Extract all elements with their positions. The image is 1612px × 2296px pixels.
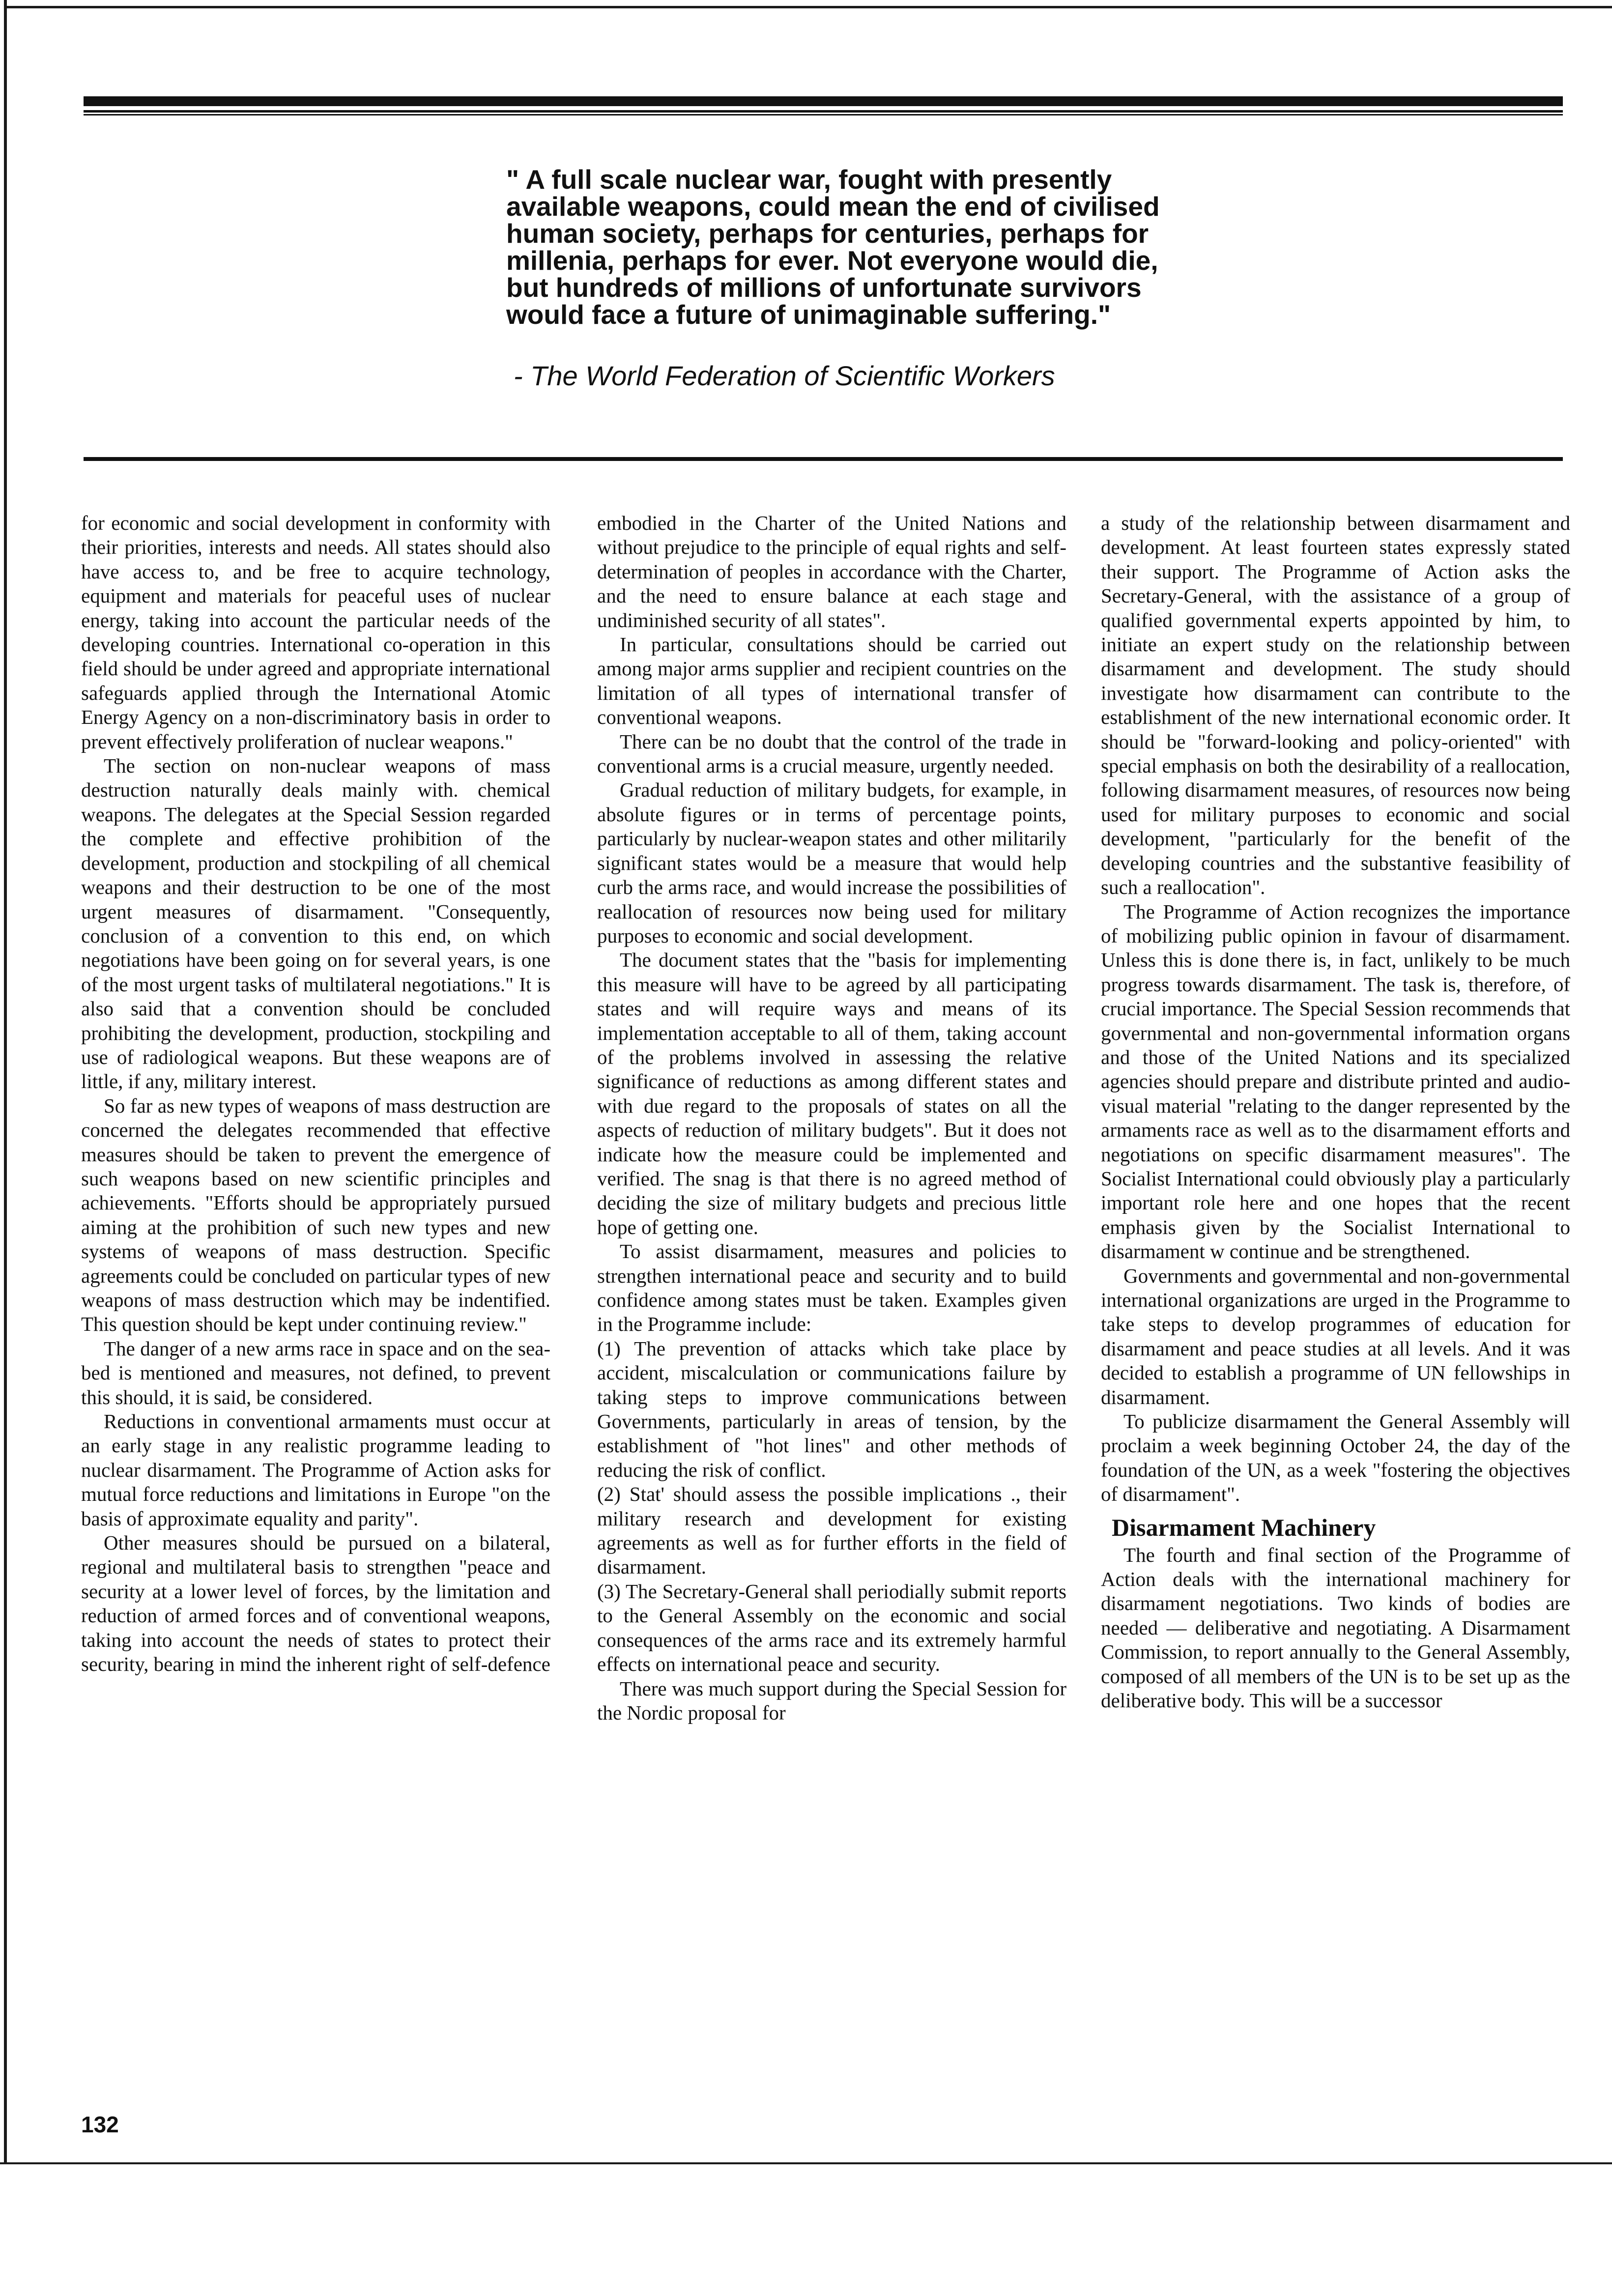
list-item: (2) Stat' should assess the possible implications ., their military research and development for existing agreements as well as for further efforts in the field of disarmament. [597, 1483, 1066, 1578]
paragraph: The Programme of Action recognizes the importance of mobilizing public opinion in favour of disarmament. Unless this is done there is, in fact, unlikely to be much progress towards disarmament. The task is, therefore, of crucial importance. The Special Session recommends that governmental and non-governmental information organs and those of the United Nations and its specialized agencies should prepare and distribute printed and audio-visual material "relating to the danger represented by the armaments race as well as to the disarmament efforts and negotiations on specific disarmament measures". The Socialist International could obviously play a particularly important role here and one hopes that the recent emphasis given by the Socialist International to disarmament w continue and be strengthened. [1101, 900, 1570, 1263]
paragraph: for economic and social development in conformity with their priorities, interests and needs. All states should also have access to, and be free to acquire technology, equipment and materials for peaceful uses of nuclear energy, taking into account the particular needs of the developing countries. International co-operation in this field should be under agreed and appropriate international safeguards applied through the International Atomic Energy Agency on a non-discriminatory basis in order to prevent effectively proliferation of nuclear weapons." [81, 512, 550, 753]
paragraph: embodied in the Charter of the United Nations and without prejudice to the principle of equal rights and self-determination of peoples in accordance with the Charter, and the need to ensure balance at each stage and undiminished security of all states". [597, 512, 1066, 631]
list-item: (1) The prevention of attacks which take place by accident, miscalculation or communications failure by taking steps to improve communications between Governments, particularly in areas of tension, by the establishment of "hot lines" and other methods of reducing the risk of conflict. [597, 1337, 1066, 1481]
text-column-right [1101, 511, 1570, 1713]
page-border-left [4, 0, 7, 2162]
paragraph: There can be no doubt that the control of the trade in conventional arms is a crucial measure, urgently needed. [597, 730, 1066, 777]
paragraph: The danger of a new arms race in space and on the sea-bed is mentioned and measures, not defined, to prevent this should, it is said, be considered. [81, 1337, 550, 1408]
paragraph: To assist disarmament, measures and policies to strengthen international peace and security and to build confidence among states must be taken. Examples given in the Programme include: [597, 1240, 1066, 1336]
list-item: (3) The Secretary-General shall periodially submit reports to the General Assembly on the economic and social consequences of the arms race and its extremely harmful effects on international peace and security. [597, 1579, 1066, 1676]
text-column-left [81, 511, 550, 1677]
section-heading: Disarmament Machinery [1112, 1513, 1376, 1541]
page-number: 132 [81, 2112, 119, 2137]
paragraph: So far as new types of weapons of mass destruction are concerned the delegates recommended that effective measures should be taken to prevent the emergence of such weapons based on new scientific principles and achievements. "Efforts should be appropriately pursued aiming at the prohibition of such new types and new systems of weapons of mass destruction. Specific agreements could be concluded on particular types of new weapons of mass destruction which may be indentified. This question should be kept under continuing review." [81, 1094, 550, 1336]
header-rule-thick [84, 96, 1563, 106]
footer-rule [0, 2162, 1612, 2164]
header-rule-thin [84, 110, 1563, 113]
quote-divider-rule [84, 457, 1563, 461]
paragraph: The section on non-nuclear weapons of mass destruction naturally deals mainly with. chemical weapons. The delegates at the Special Session regarded the complete and effective prohibition of the development, production and stockpiling of all chemical weapons and their destruction to be one of the most urgent measures of disarmament. "Consequently, conclusion of a convention to this end, on which negotiations have been going on for several years, is one of the most urgent tasks of multilateral negotiations." It is also said that a convention should be concluded prohibiting the development, production, stockpiling and use of radiological weapons. But these weapons are of little, if any, military interest. [81, 754, 550, 1093]
paragraph: Governments and governmental and non-governmental international organizations are urged in the Programme to take steps to develop programmes of education for disarmament and peace studies at all levels. And it was decided to establish a programme of UN fellowships in disarmament. [1101, 1264, 1570, 1408]
paragraph: In particular, consultations should be carried out among major arms supplier and recipient countries on the limitation of all types of international transfer of conventional weapons. [597, 633, 1066, 729]
paragraph: a study of the relationship between disarmament and development. At least fourteen states expressly stated their support. The Programme of Action asks the Secretary-General, with the assistance of a group of qualified governmental experts appointed by him, to initiate an expert study on the relationship between disarmament and development. The study should investigate how disarmament can contribute to the establishment of the new international economic order. It should be "forward-looking and policy-oriented" with special emphasis on both the desirability of a reallocation, following disarmament measures, of resources now being used for military purposes to economic and social development, "particularly for the benefit of the developing countries and the substantive feasibility of such a reallocation". [1101, 512, 1570, 899]
paragraph: Other measures should be pursued on a bilateral, regional and multilateral basis to strengthen "peace and security at a lower level of forces, by the limitation and reduction of armed forces and of conventional weapons, taking into account the needs of states to protect their security, bearing in mind the inherent right of self-defence [81, 1531, 550, 1676]
quote-attribution: - The World Federation of Scientific Workers [514, 360, 1055, 391]
header-rule-thin-2 [84, 114, 1563, 115]
text-column-middle [597, 511, 1066, 1725]
pull-quote: " A full scale nuclear war, fought with presently available weapons, could mean the end of civilised human society, perhaps for centuries, perhaps for millenia, perhaps for ever. Not everyone would die, but hundreds of millions of unfortunate survivors would face a future of unimaginable suffering." [506, 164, 1160, 330]
paragraph: There was much support during the Special Session for the Nordic proposal for [597, 1677, 1066, 1724]
paragraph: Reductions in conventional armaments must occur at an early stage in any realistic programme leading to nuclear disarmament. The Programme of Action asks for mutual force reductions and limitations in Europe "on the basis of approximate equality and parity". [81, 1410, 550, 1530]
paragraph: The document states that the "basis for implementing this measure will have to be agreed by all participating states and will require ways and means of its implementation acceptable to all of them, taking account of the problems involved in assessing the relative significance of reductions as among different states and with due regard to the proposals of states on all the aspects of reduction of military budgets". But it does not indicate how the measure could be implemented and verified. The snag is that there is no agreed method of deciding the size of military budgets and precious little hope of getting one. [597, 948, 1066, 1238]
paragraph: The fourth and final section of the Programme of Action deals with the international machinery for disarmament negotiations. Two kinds of bodies are needed — deliberative and negotiating. A Disarmament Commission, to report annually to the General Assembly, composed of all members of the UN is to be set up as the deliberative body. This will be a successor [1101, 1543, 1570, 1712]
paragraph: To publicize disarmament the General Assembly will proclaim a week beginning October 24, the day of the foundation of the UN, as a week "fostering the objectives of disarmament". [1101, 1410, 1570, 1506]
paragraph: Gradual reduction of military budgets, for example, in absolute figures or in terms of percentage points, particularly by nuclear-weapon states and other militarily significant states would be a measure that would help curb the arms race, and would increase the possibilities of reallocation of resources now being used for military purposes to economic and social development. [597, 778, 1066, 947]
page-border-top [4, 6, 1612, 8]
